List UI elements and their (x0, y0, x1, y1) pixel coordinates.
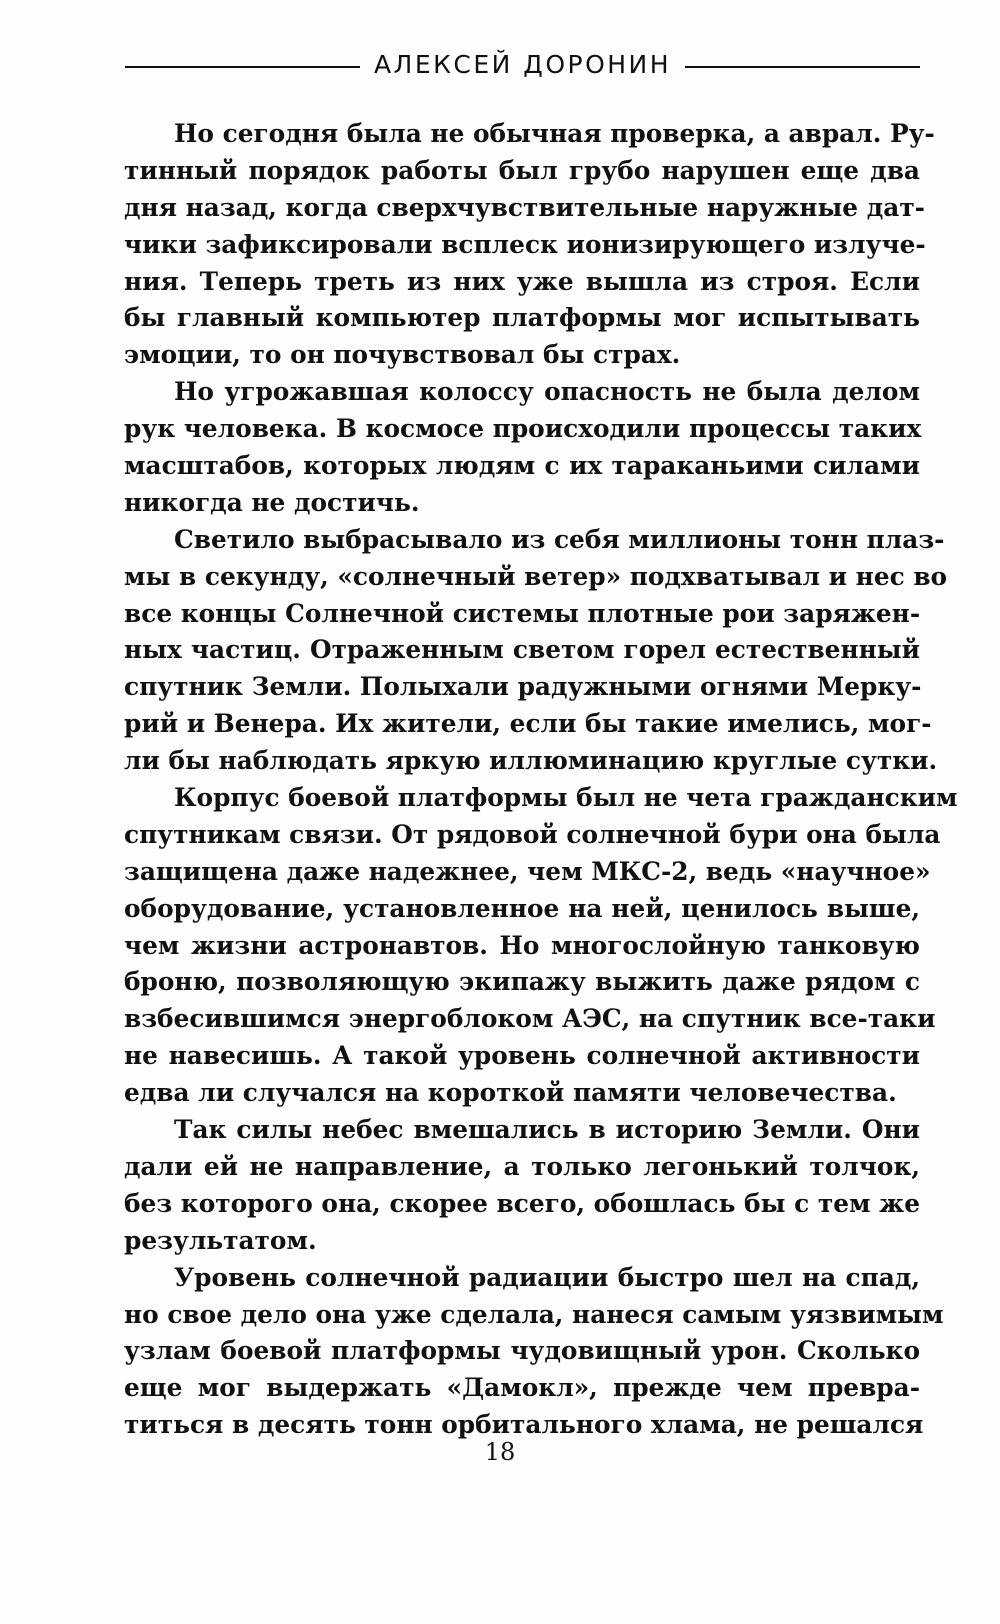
paragraph (124, 522, 948, 780)
text-line: ния. Теперь треть из них уже вышла из строя. Если (124, 266, 920, 296)
text-line: Но угрожавшая колоссу опасность не была делом (174, 377, 920, 407)
page-number: 18 (484, 1438, 516, 1466)
text-line: чики зафиксировали всплеск ионизирующего излуче- (124, 229, 926, 259)
text-line: никогда не достичь. (124, 487, 420, 517)
text-line: Светило выбрасывало из себя миллионы тонн плаз- (174, 524, 945, 554)
text-line: Но сегодня была не обычная проверка, а аврал. Ру- (174, 119, 935, 148)
text-line: взбесившимся энергоблоком АЭС, на спутник все-таки (124, 1004, 936, 1034)
text-line: бы главный компьютер платформы мог испытывать (124, 303, 920, 333)
text-line: результатом. (124, 1225, 317, 1255)
header-rule-right (685, 66, 920, 68)
text-line: еще мог выдержать «Дамокл», прежде чем превра- (124, 1373, 920, 1403)
text-line: оборудование, установленное на ней, ценилось выше, (124, 893, 920, 923)
text-line: масштабов, которых людям с их тараканьими силами (124, 451, 920, 481)
text-line: дня назад, когда сверхчувствительные наружные дат- (124, 192, 925, 222)
text-line: мы в секунду, «солнечный ветер» подхватывал и нес во (124, 561, 948, 591)
text-line: тинный порядок работы был грубо нарушен еще два (124, 155, 920, 185)
paragraph (124, 1260, 944, 1444)
text-line: дали ей не направление, а только легонький толчок, (124, 1151, 920, 1181)
author-name: АЛЕКСЕЙ ДОРОНИН (373, 49, 672, 79)
text-line: защищена даже надежнее, чем МКС-2, ведь «научное» (124, 856, 931, 886)
body-text (124, 116, 958, 1444)
paragraph (124, 374, 920, 522)
running-header (125, 44, 920, 84)
text-line: Так силы небес вмешались в историю Земли. Они (174, 1115, 920, 1145)
text-line: Уровень солнечной радиации быстро шел на спад, (174, 1262, 920, 1292)
text-line: но свое дело она уже сделала, нанеся самым уязвимым (124, 1299, 944, 1329)
text-line: чем жизни астронавтов. Но многослойную танковую (124, 930, 920, 960)
text-line: без которого она, скорее всего, обошлась бы с тем же (124, 1188, 920, 1218)
text-line: узлам боевой платформы чудовищный урон. Сколько (124, 1336, 920, 1366)
text-line: не навесишь. А такой уровень солнечной активности (124, 1041, 920, 1071)
text-line: рий и Венера. Их жители, если бы такие имелись, мог- (124, 709, 932, 739)
text-line: титься в десять тонн орбитального хлама, не решался (124, 1410, 924, 1440)
text-line: Корпус боевой платформы был не чета гражданским (174, 783, 958, 813)
text-line: эмоции, то он почувствовал бы страх. (124, 340, 681, 370)
text-line: едва ли случался на короткой памяти человечества. (124, 1078, 897, 1108)
text-line: броню, позволяющую экипажу выжить даже рядом с (124, 967, 920, 997)
text-line: все концы Солнечной системы плотные рои заряжен- (124, 598, 921, 628)
header-rule-left (125, 66, 360, 68)
text-line: спутникам связи. От рядовой солнечной бури она была (124, 819, 941, 849)
text-line: рук человека. В космосе происходили процессы таких (124, 414, 922, 444)
paragraph (124, 780, 958, 1112)
text-line: спутник Земли. Полыхали радужными огнями Мерку- (124, 672, 922, 702)
text-line: ных частиц. Отраженным светом горел естественный (124, 635, 920, 665)
paragraph (124, 116, 935, 374)
paragraph (124, 1112, 920, 1260)
text-line: ли бы наблюдать яркую иллюминацию круглые сутки. (124, 746, 938, 776)
